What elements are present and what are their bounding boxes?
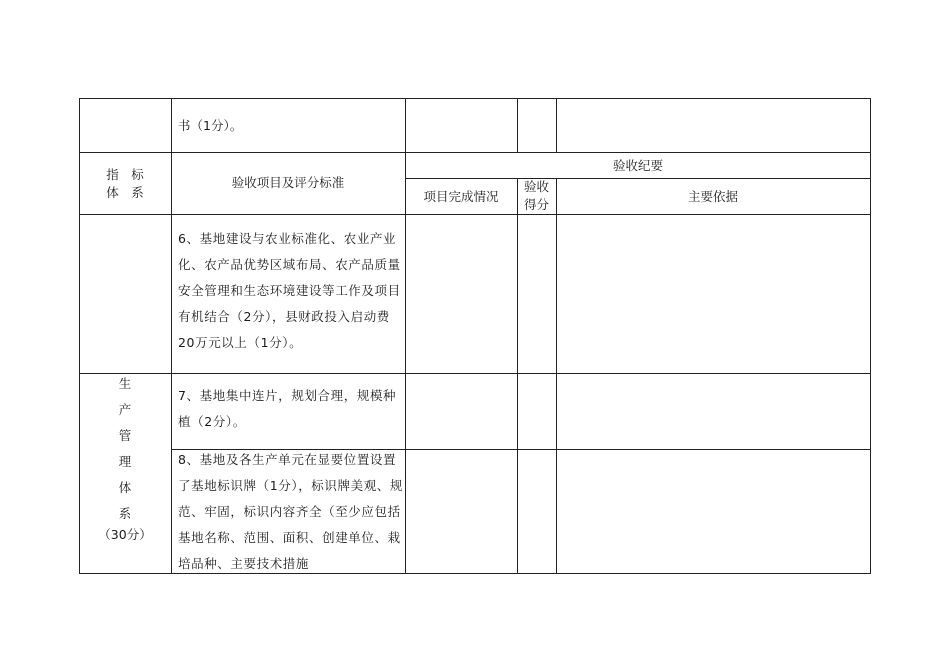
- section-label-char-6: 系: [118, 506, 132, 521]
- section-label-char-4: 理: [118, 454, 132, 469]
- index-col-divider: [171, 98, 172, 574]
- index-system-header-line2: 体 系: [106, 185, 144, 200]
- section-score-label: （30分）: [98, 527, 152, 542]
- criteria-item-8: 8、基地及各生产单元在显要位置设置了基地标识牌（1分），标识牌美观、规范、牢固，标识内容齐全（至少应包括基地名称、范围、面积、创建单位、栽培品种、主要技术措施: [178, 452, 404, 571]
- section-label-char-5: 体: [118, 480, 132, 495]
- section-label-char-2: 产: [118, 402, 132, 417]
- score-column-header-line2: 得分: [523, 197, 549, 212]
- header-top-border: [79, 152, 871, 153]
- basis-column-header: 主要依据: [687, 189, 738, 204]
- score-col-divider: [556, 178, 557, 574]
- acceptance-table: [79, 98, 871, 574]
- table-top-border: [79, 98, 871, 99]
- section-label-char-3: 管: [118, 428, 132, 443]
- minutes-subheader-border: [405, 178, 871, 179]
- criteria-column-header: 验收项目及评分标准: [231, 175, 345, 190]
- completion-column-header: 项目完成情况: [423, 189, 499, 204]
- acceptance-minutes-header: 验收纪要: [612, 158, 663, 173]
- header-bottom-border: [79, 214, 871, 215]
- score-column-header-line1: 验收: [523, 179, 549, 194]
- table-bottom-border: [79, 573, 871, 574]
- score-col-divider-top: [556, 98, 557, 152]
- section-label-char-1: 生: [118, 376, 132, 391]
- row6-bottom-border: [79, 373, 871, 374]
- criteria-item-7: 7、基地集中连片，规划合理，规模种植（2分）。: [178, 388, 397, 429]
- index-system-header-line1: 指 标: [106, 167, 144, 182]
- criteria-item-6: 6、基地建设与农业标准化、农业产业化、农产品优势区域布局、农产品质量安全管理和生态环境建设等工作及项目有机结合（2分），县财政投入启动费20万元以上（1分）。: [178, 231, 401, 350]
- completion-col-divider: [517, 178, 518, 574]
- continued-criteria-text: 书（1分）。: [178, 118, 243, 133]
- completion-col-divider-top: [517, 98, 518, 152]
